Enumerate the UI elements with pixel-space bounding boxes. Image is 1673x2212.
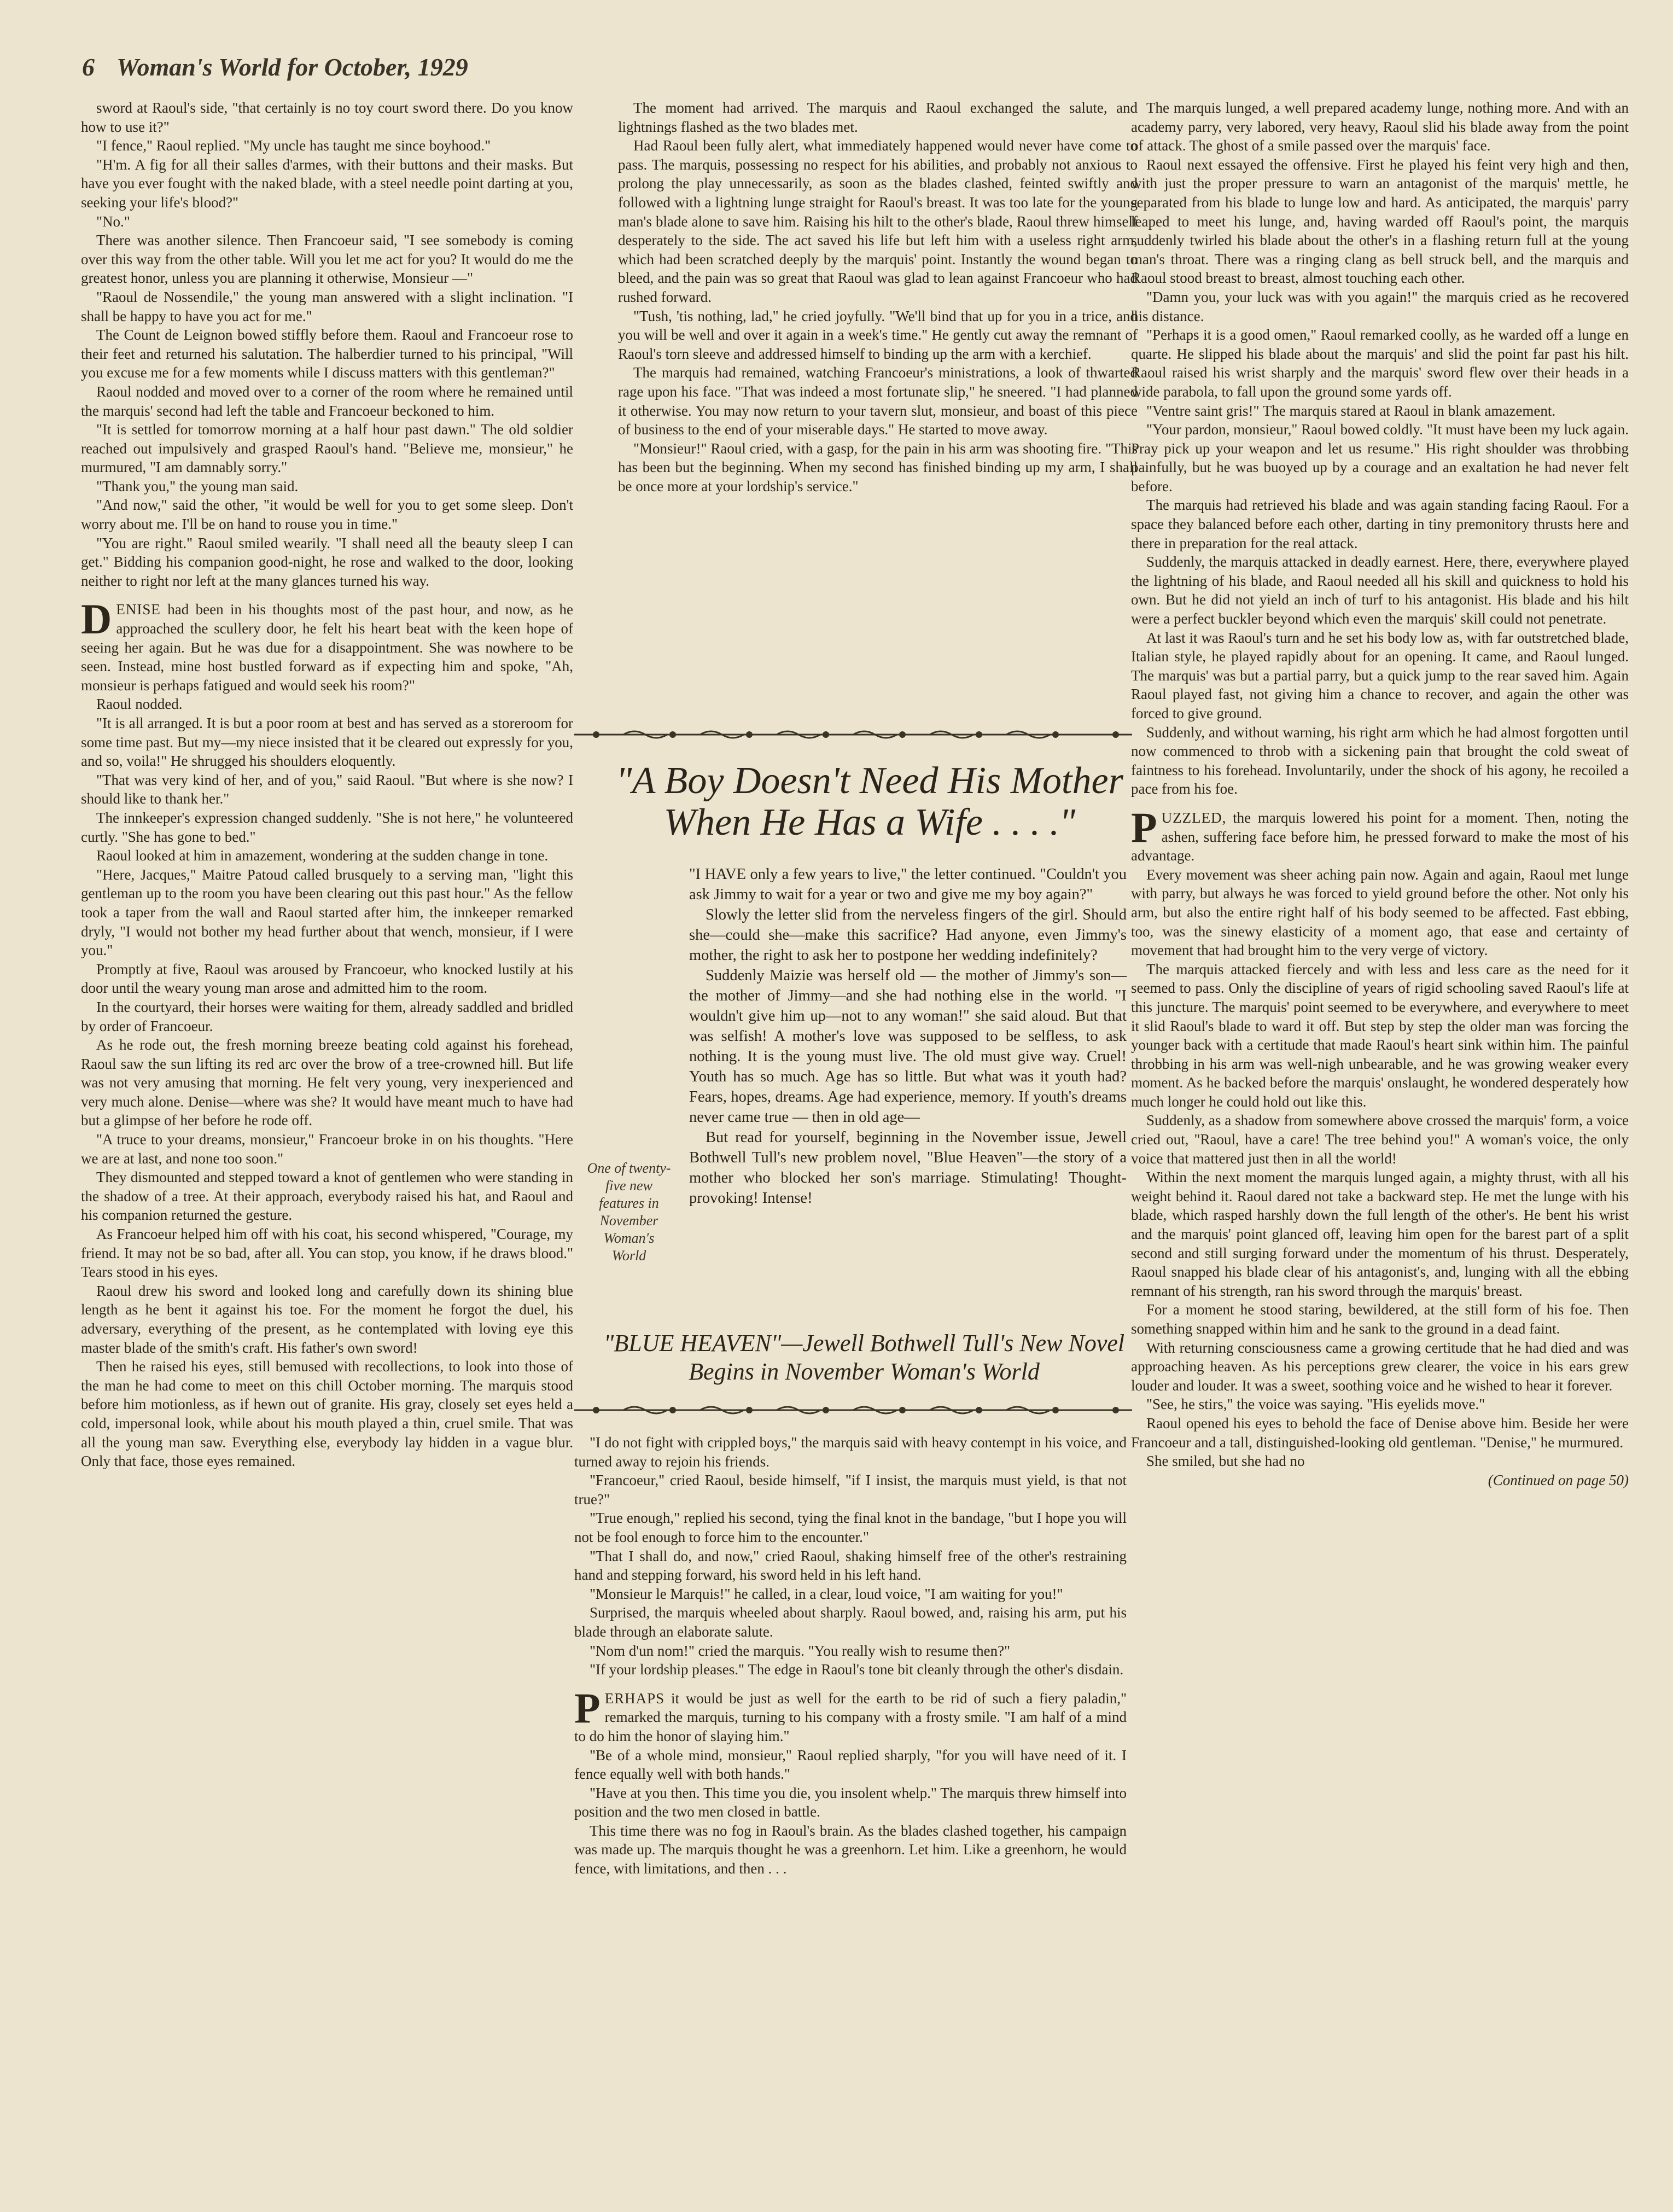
section-break-paragraph-3 <box>1131 803 1629 865</box>
drop-cap-word: ENISE <box>116 601 161 618</box>
drop-cap-word-3: UZZLED <box>1161 809 1222 826</box>
paragraph: The innkeeper's expression changed suddenly. "She is not here," he volunteered curtly. "She has gone to bed." <box>81 809 573 845</box>
paragraph: Within the next moment the marquis lunged again, a mighty thrust, with all his weight behind it. Raoul dared not take a backward step. He met the lunge with his blade, which rasped harshly down the full length of the other's. He bent his wrist and the marquis' point glanced off, leaving him open for the barest part of a split second and still surging forward under the momentum of his thrust. Desperately, Raoul snapped his blade clear of his antagonist's, and, lunging with all the ebbing remnant of his strength, ran his sword through the marquis' breast. <box>1131 1169 1629 1299</box>
paragraph: The marquis had remained, watching Francoeur's ministrations, a look of thwarted rage upon his face. "That was indeed a most fortunate slip," he sneered. "I had planned it otherwise. You may now return to your tavern slut, monsieur, and boast of this piece of business to the end of your miserable days." He started to move away. <box>618 364 1138 438</box>
paragraph: Raoul looked at him in amazement, wondering at the sudden change in tone. <box>96 847 549 864</box>
paragraph: Suddenly, the marquis attacked in deadly earnest. Here, there, everywhere played the lightning of his blade, and Raoul needed all his skill and quickness to hold his own. But he did not yield an inch of turf to his antagonist. His blade and his hilt were a perfect buckler beyond which even the marquis' skill could not penetrate. <box>1131 554 1629 627</box>
section-break-paragraph <box>81 595 573 695</box>
drop-cap-2: P <box>574 1684 601 1732</box>
paragraph: As he rode out, the fresh morning breeze beating cold against his forehead, Raoul saw the sun lifting its red arc over the brow of a tree-crowned hill. But life was not very amusing that morning. He felt very young, very inexperienced and very much alone. Denise—where was she? It would have meant much to have had but a glimpse of her before he rode off. <box>81 1037 573 1129</box>
paragraph: As Francoeur helped him off with his coat, his second whispered, "Courage, my friend. It may not be so bad, after all. You can stop, you know, if he draws blood." Tears stood in his eyes. <box>81 1226 573 1280</box>
paragraph: Then he raised his eyes, still bemused with recollections, to look into those of the man he had come to meet on this chill October morning. The marquis stood before him motionless, as if hewn out of granite. His gray, closely set eyes held a cold, impersonal look, while about his mouth played a thin, cruel smile. That was all the young man saw. Everything else, everybody lay hidden in a vague blur. Only that face, those eyes remained. <box>81 1358 573 1470</box>
paragraph: The marquis had retrieved his blade and was again standing facing Raoul. For a space they balanced before each other, darting in tiny premonitory thrusts here and there in preparation for the real attack. <box>1131 497 1629 551</box>
promo-paragraph: But read for yourself, beginning in the November issue, Jewell Bothwell Tull's new problem novel, "Blue Heaven"—the story of a mother who blocked her son's marriage. Stimulating! Thought-provoking! Intense! <box>689 1129 1127 1207</box>
paragraph: "No." <box>96 213 130 230</box>
paragraph: "Your pardon, monsieur," Raoul bowed coldly. "It must have been my luck again. Pray pick up your weapon and let us resume." His right shoulder was throbbing painfully, but he was buoyed up by a courage and an exaltation he had never felt before. <box>1131 421 1629 494</box>
paragraph: Promptly at five, Raoul was aroused by Francoeur, who knocked lustily at his door until the weary young man arose and admitted him to the room. <box>81 961 573 997</box>
paragraph: This time there was no fog in Raoul's brain. As the blades clashed together, his campaign was made up. The marquis thought he was a greenhorn. Let him. Like a greenhorn, he would fence, with limitations, and then . . . <box>574 1822 1127 1877</box>
running-title: Woman's World for October, 1929 <box>116 53 468 81</box>
paragraph: Surprised, the marquis wheeled about sharply. Raoul bowed, and, raising his arm, put his blade through an elaborate salute. <box>574 1604 1127 1640</box>
paragraph: "See, he stirs," the voice was saying. "His eyelids move." <box>1146 1396 1485 1413</box>
paragraph: Every movement was sheer aching pain now. Again and again, Raoul met lunge with parry, but always he was forced to yield ground before the other. Not only his arm, but also the entire right half of his body seemed to be affected. Fast ebbing, too, was the sinewy elasticity of a moment ago, that ease and certainty of movement that had brought him to the very verge of victory. <box>1131 866 1629 959</box>
paragraph: "Ventre saint gris!" The marquis stared at Raoul in blank amazement. <box>1146 402 1556 419</box>
drop-cap-rest-3: , the marquis lowered his point for a moment. Then, noting the ashen, suffering face before him, he pressed forward to make the most of his advantage. <box>1131 809 1629 864</box>
paragraph: The moment had arrived. The marquis and Raoul exchanged the salute, and lightnings flashed as the two blades met. <box>618 100 1138 135</box>
column-2-bottom-paragraphs-continued <box>574 1746 1127 1878</box>
paragraph: "That was very kind of her, and of you," said Raoul. "But where is she now? I should like to thank her." <box>81 771 573 807</box>
paragraph: Raoul nodded. <box>96 696 183 713</box>
paragraph: There was another silence. Then Francoeur said, "I see somebody is coming over this way from the other table. Will you let me act for you? It would do me the greatest honor, unless you are planning it otherwise, Monsieur —" <box>81 232 573 287</box>
paragraph: Raoul nodded and moved over to a corner of the room where he remained until the marquis' second had left the table and Francoeur beckoned to him. <box>81 383 573 419</box>
paragraph: Had Raoul been fully alert, what immediately happened would never have come to pass. The marquis, possessing no respect for his abilities, and probably not anxious to prolong the play unnecessarily, as soon as the blades clashed, feinted swiftly and followed with a lightning lunge straight for Raoul's breast. It was too late for the young man's blade alone to save him. Raising his hilt to the other's blade, Raoul threw himself desperately to the side. The act saved his life but left him with a useless right arm, which had been scratched deeply by the marquis' point. Instantly the wound began to bleed, and the pain was so great that Raoul was glad to lean against Francoeur who had rushed forward. <box>618 137 1138 305</box>
paragraph: Suddenly, as a shadow from somewhere above crossed the marquis' form, a voice cried out, "Raoul, have a care! The tree behind you!" A woman's voice, the only voice that mattered just then in all the world! <box>1131 1112 1629 1167</box>
column-3 <box>1131 98 1629 2079</box>
paragraph: "Raoul de Nossendile," the young man answered with a slight inclination. "I shall be happy to have you act for me." <box>81 288 573 324</box>
paragraph: "Damn you, your luck was with you again!" the marquis cried as he recovered his distance. <box>1131 288 1629 324</box>
paragraph: "Here, Jacques," Maitre Patoud called brusquely to a serving man, "light this gentleman up to the room you have been clearing out this past hour." As the fellow took a taper from the wall and Raoul started after him, the innkeeper remarked dryly, "I would not bother my head further about that wench, monsieur, if I were you." <box>81 866 573 959</box>
promo-paragraph: Suddenly Maizie was herself old — the mother of Jimmy's son—the mother of Jimmy—and she had nothing else in the world. "I wouldn't give him up—not to any woman!" she said aloud. But that was selfish! A mother's love was supposed to be selfless, to ask nothing. It is the young must live. The old must give way. Cruel! Youth has so much. Age has so little. But what was it youth had? Fears, hopes, dreams. Age had experience, memory. If youth's dreams never came true — then in old age— <box>689 967 1127 1126</box>
column-3-paragraphs-continued <box>1131 865 1629 1471</box>
paragraph: "You are right." Raoul smiled wearily. "I shall need all the beauty sleep I can get." Bidding his companion good-night, he rose and walked to the door, looking neither to right nor left at the many glances turned his way. <box>81 534 573 589</box>
paragraph: "Tush, 'tis nothing, lad," he cried joyfully. "We'll bind that up for you in a trice, and you will be well and over it again in a week's time." He gently cut away the remnant of Raoul's torn sleeve and addressed himself to binding up the arm with a kerchief. <box>618 307 1138 362</box>
continued-notice: (Continued on page 50) <box>1488 1471 1629 1488</box>
paragraph: In the courtyard, their horses were waiting for them, already saddled and bridled by order of Francoeur. <box>81 998 573 1034</box>
paragraph: "Have at you then. This time you die, you insolent whelp." The marquis threw himself into position and the two men closed in battle. <box>574 1784 1127 1820</box>
paragraph: "Be of a whole mind, monsieur," Raoul replied sharply, "for you will have need of it. I fence equally well with both hands." <box>574 1747 1127 1783</box>
paragraph: sword at Raoul's side, "that certainly is no toy court sword there. Do you know how to use it?" <box>81 100 573 135</box>
drop-cap-rest-2: it would be just as well for the earth to be rid of such a fiery paladin," remarked the marquis, turning to his company with a frosty smile. "I am half of a mind to do him the honor of slaying him." <box>574 1690 1127 1744</box>
column-1 <box>81 98 573 2079</box>
paragraph: Raoul next essayed the offensive. First he played his feint very high and then, with just the proper pressure to warn an antagonist of the marquis' mettle, he separated from his blade to lunge low and hard. As anticipated, the marquis' parry leaped to meet his lunge, and, having warded off Raoul's point, the marquis suddenly twirled his blade about the other's in a flashing return full at the young man's throat. There was a ringing clang as bell struck bell, and the marquis and Raoul stood breast to breast, almost touching each other. <box>1131 156 1629 287</box>
paragraph: "Monsieur le Marquis!" he called, in a clear, loud voice, "I am waiting for you!" <box>590 1585 1063 1602</box>
column-2-bottom-paragraphs <box>574 1433 1127 1679</box>
paragraph: "H'm. A fig for all their salles d'armes, with their buttons and their masks. But have you ever fought with the naked blade, with a steel needle point darting at you, seeking your life's blood?" <box>81 156 573 211</box>
paragraph: For a moment he stood staring, bewildered, at the still form of his foe. Then something snapped within him and he sank to the ground in a dead faint. <box>1131 1301 1629 1337</box>
paragraph: She smiled, but she had no <box>1146 1453 1305 1470</box>
paragraph: "That I shall do, and now," cried Raoul, shaking himself free of the other's restraining hand and stepping forward, his sword held in his left hand. <box>574 1547 1127 1584</box>
paragraph: "If your lordship pleases." The edge in Raoul's tone bit cleanly through the other's disdain. <box>590 1661 1124 1678</box>
column-2-bottom <box>574 1433 1127 2062</box>
drop-cap: D <box>81 595 112 643</box>
promo-footer: "BLUE HEAVEN"—Jewell Bothwell Tull's New Novel Begins in November Woman's World <box>603 1330 1125 1385</box>
paragraph: Suddenly, and without warning, his right arm which he had almost forgotten until now commenced to throb with a sickening pain that brought the cold sweat of faintness to his forehead. Involuntarily, under the shock of his agony, he recoiled a pace from his foe. <box>1131 724 1629 798</box>
paragraph: "I fence," Raoul replied. "My uncle has taught me since boyhood." <box>96 137 491 154</box>
drop-cap-rest: had been in his thoughts most of the past hour, and now, as he approached the scullery door, he felt his heart beat with the keen hope of seeing her again. But he was due for a disappointment. She was nowhere to be seen. Instead, mine host bustled forward as if expecting him and spoke, "Ah, monsieur is perhaps fatigued and would seek his room?" <box>81 601 573 694</box>
paragraph: The Count de Leignon bowed stiffly before them. Raoul and Francoeur rose to their feet and returned his salutation. The halberdier turned to his principal, "Will you excuse me for a few moments while I discuss matters with this gentleman?" <box>81 327 573 381</box>
paragraph: With returning consciousness came a growing certitude that he had died and was approaching heaven. As his perceptions grew clearer, the voice in his ears grew louder and louder. It was a sweet, soothing voice and he wished to hear it forever. <box>1131 1339 1629 1394</box>
promo-box <box>574 727 1132 1422</box>
column-1-paragraphs <box>81 98 573 590</box>
paragraph: "Nom d'un nom!" cried the marquis. "You really wish to resume then?" <box>590 1642 1011 1659</box>
paragraph: "Thank you," the young man said. <box>96 478 299 494</box>
paragraph: Raoul opened his eyes to behold the face of Denise above him. Beside her were Francoeur and a tall, distinguished-looking old gentleman. "Denise," he murmured. <box>1131 1414 1629 1451</box>
page-number: 6 <box>82 53 95 81</box>
paragraph: "Monsieur!" Raoul cried, with a gasp, for the pain in his arm was shooting fire. "This has been but the beginning. When my second has finished binding up my arm, I shall be once more at your lordship's service." <box>618 440 1138 494</box>
promo-title: "A Boy Doesn't Need His Mother When He Has a Wife . . . ." <box>616 760 1123 843</box>
paragraph: The marquis lunged, a well prepared academy lunge, nothing more. And with an academy parry, very labored, very heavy, Raoul slid his blade away from the point of attack. The ghost of a smile passed over the marquis' face. <box>1131 100 1629 154</box>
column-2-top <box>618 98 1138 717</box>
paragraph: "It is all arranged. It is but a poor room at best and has served as a storeroom for some time past. But my—my niece insisted that it be cleared out expressly for you, and so, voila!" He shrugged his shoulders eloquently. <box>81 715 573 770</box>
column-1-paragraphs-continued <box>81 695 573 1470</box>
promo-paragraph: "I HAVE only a few years to live," the letter continued. "Couldn't you ask Jimmy to wait for a year or two and give me my boy again?" <box>689 866 1127 903</box>
paragraph: "Francoeur," cried Raoul, beside himself, "if I insist, the marquis must yield, is that not true?" <box>574 1472 1127 1507</box>
section-break-paragraph-2 <box>574 1684 1127 1746</box>
paragraph: At last it was Raoul's turn and he set his body low as, with far outstretched blade, Italian style, he played rapidly about for an opening. It came, and Raoul lunged. The marquis' was but a partial parry, but a quick jump to the rear saved him. Again Raoul played fast, not giving him a chance to recover, and again the other was forced to give ground. <box>1131 629 1629 721</box>
paragraph: "True enough," replied his second, tying the final knot in the bandage, "but I hope you will not be fool enough to force him to the encounter." <box>574 1510 1127 1545</box>
promo-body <box>689 864 1127 1208</box>
paragraph: The marquis attacked fiercely and with less and less care as the need for it seemed to pass. Only the discipline of years of rigid schooling saved Raoul's life at this juncture. The marquis' point seemed to be everywhere, and everywhere to meet it slid Raoul's blade to ward it off. But step by step the older man was forcing the younger back with a certitude that made Raoul's heart sink within him. The painful throbbing in his arm was well-nigh unbearable, and he was growing weaker every moment. As he backed before the marquis' onslaught, he wondered desperately how much longer he could hold out like this. <box>1131 961 1629 1110</box>
ornamental-rule-bottom <box>574 1403 1132 1417</box>
drop-cap-3: P <box>1131 803 1157 851</box>
paragraph: They dismounted and stepped toward a knot of gentlemen who were standing in the shadow of a tree. At their approach, everybody raised his hat, and Raoul and his companion returned the gesture. <box>81 1169 573 1224</box>
paragraph: "Perhaps it is a good omen," Raoul remarked coolly, as he warded off a lunge en quarte. He slipped his blade about the marquis' and slid the point far past his hilt. Raoul raised his wrist sharply and the marquis' sword flew over their heads in a wide parabola, to fall upon the ground some yards off. <box>1131 327 1629 400</box>
paragraph: "A truce to your dreams, monsieur," Francoeur broke in on his thoughts. "Here we are at last, and none too soon." <box>81 1131 573 1167</box>
drop-cap-word-2: ERHAPS <box>604 1690 665 1707</box>
ornamental-rule-top <box>574 727 1132 742</box>
paragraph: "It is settled for tomorrow morning at a half hour past dawn." The old soldier reached out impulsively and grasped Raoul's hand. "Believe me, monsieur," he murmured, "I am damnably sorry." <box>81 421 573 476</box>
paragraph: "I do not fight with crippled boys," the marquis said with heavy contempt in his voice, and turned away to rejoin his friends. <box>574 1434 1127 1470</box>
promo-paragraph: Slowly the letter slid from the nerveless fingers of the girl. Should she—could she—make this sacrifice? Had anyone, even Jimmy's mother, the right to ask her to postpone her wedding indefinitely? <box>689 906 1127 964</box>
page-header <box>82 53 738 91</box>
paragraph: "And now," said the other, "it would be well for you to get some sleep. Don't worry about me. I'll be on hand to rouse you in time." <box>81 497 573 533</box>
promo-side-note: One of twenty-five new features in November Woman's World <box>587 1160 671 1264</box>
paragraph: Raoul drew his sword and looked long and carefully down its shining blue length as he bent it against his toe. For the moment he forgot the duel, his adversary, everything of the present, as he contemplated with loving eye this master blade of the smith's craft. His father's own sword! <box>81 1282 573 1356</box>
column-3-paragraphs <box>1131 98 1629 799</box>
